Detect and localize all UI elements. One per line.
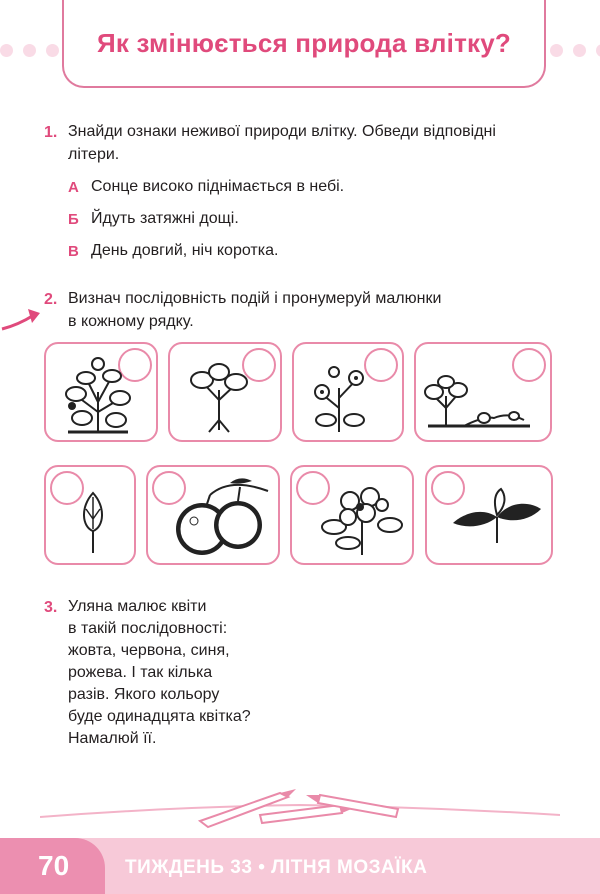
option-letter-b[interactable]: Б (68, 211, 79, 228)
dot (23, 44, 36, 57)
leaf-shoot-icon (449, 487, 545, 547)
picture-card-leaf-shoot (425, 465, 553, 565)
option-text-b: Йдуть затяжні дощі. (91, 210, 239, 227)
title-box (62, 0, 546, 88)
task3-line3: жовта, червона, синя, (68, 642, 230, 659)
task3-line4: рожева. І так кілька (68, 664, 213, 681)
task2-text-line2: в кожному рядку. (68, 313, 194, 330)
flowering-plant-icon (304, 358, 374, 434)
header-dots-right (550, 44, 600, 58)
task2-number: 2. (44, 291, 58, 308)
task1-number: 1. (44, 124, 58, 141)
runners-plant-icon (424, 368, 534, 432)
picture-card-bud (44, 465, 136, 565)
strawberry-bush-icon (58, 352, 138, 434)
page-title: Як змінюється природа влітку? (97, 28, 511, 58)
task3-line1: Уляна малює квіти (68, 598, 207, 615)
dot (550, 44, 563, 57)
pencils-decoration (40, 785, 560, 833)
header-dots-left (0, 44, 59, 58)
task1-text-line1: Знайди ознаки неживої природи влітку. Обведи відповідні (68, 123, 496, 140)
option-text-v: День довгий, ніч коротка. (91, 242, 279, 259)
option-text-a: Сонце високо піднімається в небі. (91, 178, 345, 195)
picture-card-young-plant (168, 342, 282, 442)
task2-text-line1: Визнач послідовність подій і пронумеруй малюнки (68, 290, 442, 307)
arrow-icon (0, 305, 44, 333)
week-label: ТИЖДЕНЬ 33 • ЛІТНЯ МОЗАЇКА (125, 857, 428, 878)
dot (573, 44, 586, 57)
option-letter-v[interactable]: В (68, 243, 79, 260)
task1-text-line2: літери. (68, 146, 120, 163)
dot (596, 44, 600, 57)
picture-card-runners-plant (414, 342, 552, 442)
picture-card-flowering-plant (292, 342, 404, 442)
dot (0, 44, 13, 57)
dot (46, 44, 59, 57)
apples-icon (170, 477, 276, 559)
page-number: 70 (38, 850, 70, 881)
task3-line7: Намалюй її. (68, 730, 157, 747)
apple-blossom-icon (320, 477, 404, 557)
picture-card-apples (146, 465, 280, 565)
task3-line2: в такій послідовності: (68, 620, 228, 637)
bud-icon (76, 489, 110, 555)
picture-card-apple-blossom (290, 465, 414, 565)
task3-line6: буде одинадцята квітка? (68, 708, 251, 725)
task3-number: 3. (44, 599, 58, 616)
task3-line5: разів. Якого кольору (68, 686, 220, 703)
option-letter-a[interactable]: А (68, 179, 79, 196)
young-plant-icon (184, 354, 254, 434)
picture-card-strawberry-bush (44, 342, 158, 442)
